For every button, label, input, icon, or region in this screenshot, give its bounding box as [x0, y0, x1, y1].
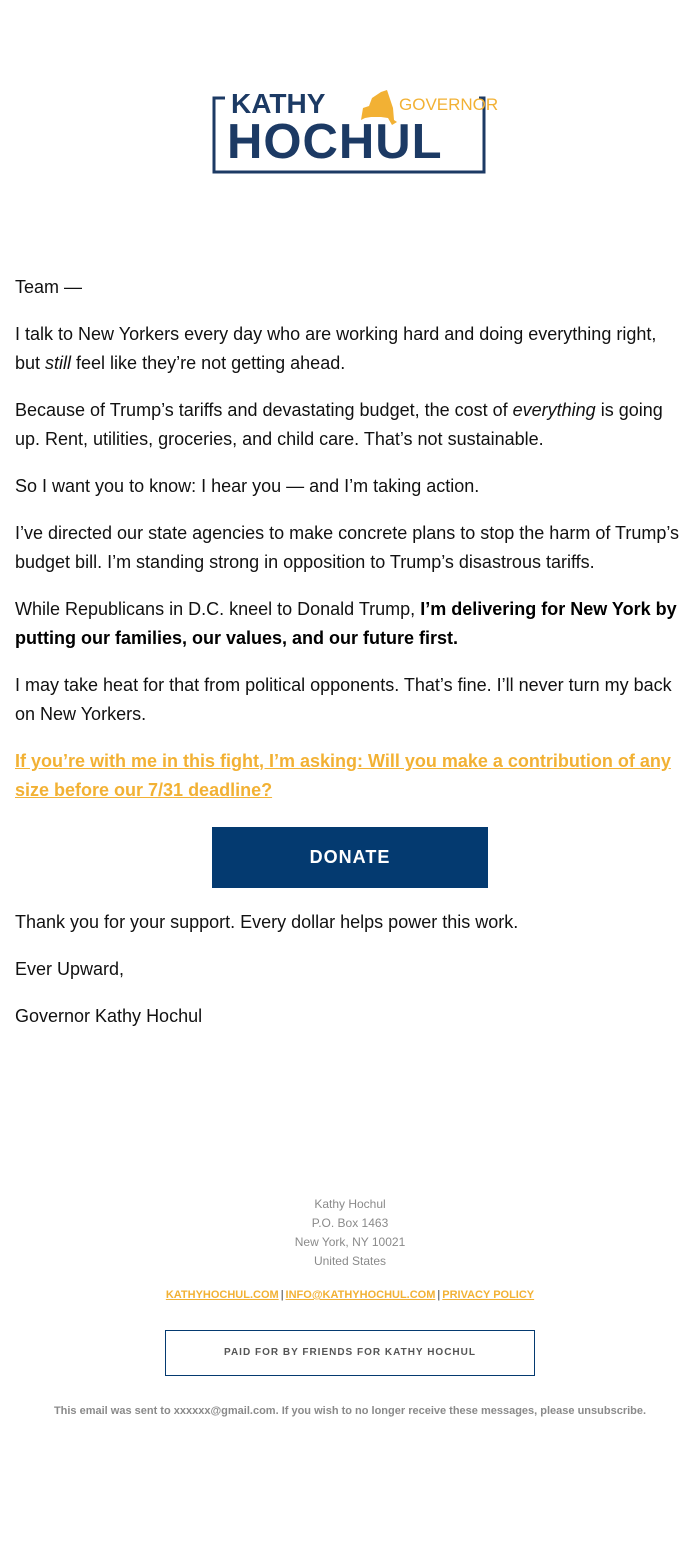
- paragraph-1-text-end: feel like they’re not getting ahead.: [71, 353, 346, 373]
- paragraph-2-text: Because of Trump’s tariffs and devastating budget, the cost of: [15, 400, 513, 420]
- email-body: [15, 273, 685, 1049]
- privacy-policy-link[interactable]: PRIVACY POLICY: [442, 1289, 535, 1301]
- campaign-logo: [211, 84, 499, 176]
- address-line: Kathy Hochul: [314, 1197, 386, 1211]
- paragraph-5: [15, 595, 685, 653]
- address-line: United States: [313, 1254, 387, 1268]
- website-link[interactable]: KATHYHOCHUL.COM: [165, 1289, 279, 1301]
- paragraph-2-emphasis: everything: [512, 400, 596, 420]
- link-separator: |: [437, 1289, 441, 1301]
- paragraph-3: So I want you to know: I hear you — and I’m taking action.: [15, 476, 480, 496]
- cta-paragraph: [15, 747, 685, 805]
- logo-last-name: HOCHUL: [227, 115, 443, 169]
- paragraph-2-text-end: is going up. Rent, utilities, groceries, and child care. That’s not sustainable.: [15, 400, 663, 449]
- paid-for-disclaimer: PAID FOR BY FRIENDS FOR KATHY HOCHUL: [165, 1330, 535, 1376]
- thanks-paragraph: Thank you for your support. Every dollar helps power this work.: [15, 912, 519, 932]
- signoff: Ever Upward,: [15, 959, 125, 979]
- logo-title: GOVERNOR: [399, 95, 499, 114]
- logo-graphic: [211, 84, 499, 176]
- email-footer: [0, 1195, 700, 1417]
- address-line: P.O. Box 1463: [311, 1216, 389, 1230]
- paragraph-4: I’ve directed our state agencies to make concrete plans to stop the harm of Trump’s budget bill. I’m standing strong in opposition to Trump’s disastrous tariffs.: [15, 523, 680, 572]
- address-line: New York, NY 10021: [294, 1235, 406, 1249]
- contribution-link[interactable]: If you’re with me in this fight, I’m asking: Will you make a contribution of any size before our 7/31 deadline?: [15, 751, 671, 800]
- paragraph-1-emphasis: still: [45, 353, 72, 373]
- unsubscribe-notice: This email was sent to xxxxxx@gmail.com. If you wish to no longer receive these messages, please unsubscribe.: [53, 1405, 647, 1417]
- paragraph-6: I may take heat for that from political opponents. That’s fine. I’ll never turn my back on New Yorkers.: [15, 675, 672, 724]
- greeting: Team —: [15, 277, 83, 297]
- footer-links: [0, 1289, 700, 1301]
- email-link[interactable]: INFO@KATHYHOCHUL.COM: [285, 1289, 436, 1301]
- paragraph-2: [15, 396, 685, 454]
- mailing-address: [0, 1195, 700, 1271]
- signature: Governor Kathy Hochul: [15, 1006, 203, 1026]
- paragraph-1: [15, 320, 685, 378]
- donate-wrapper: [15, 827, 685, 888]
- donate-button[interactable]: DONATE: [212, 827, 488, 888]
- paragraph-5-text: While Republicans in D.C. kneel to Donald Trump,: [15, 599, 421, 619]
- link-separator: |: [280, 1289, 284, 1301]
- logo-first-name: KATHY: [231, 88, 326, 119]
- paragraph-1-text: I talk to New Yorkers every day who are working hard and doing everything right, but: [15, 324, 657, 373]
- paragraph-5-bold: I’m delivering for New York by putting our families, our values, and our future first.: [15, 599, 677, 648]
